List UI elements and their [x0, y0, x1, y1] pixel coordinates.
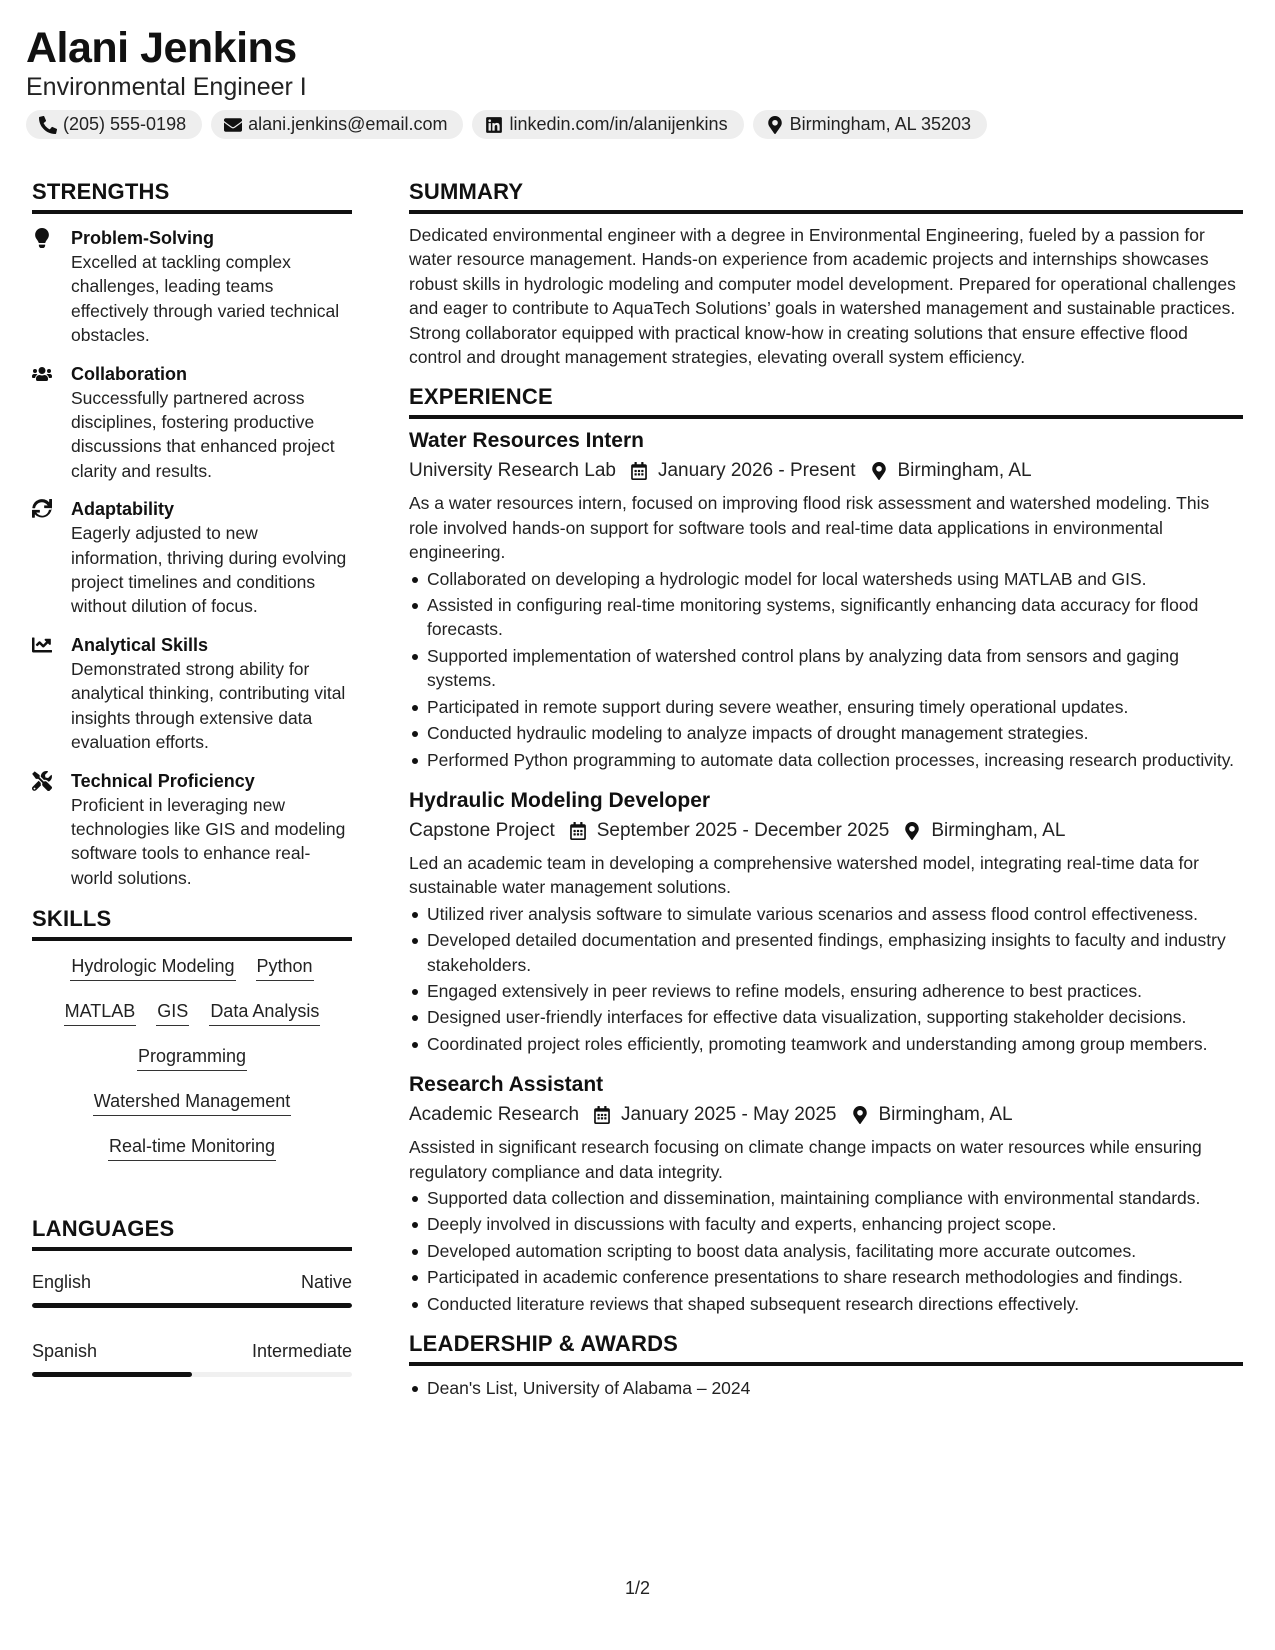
skill-tag: GIS [156, 998, 189, 1026]
job-organization: Academic Research [409, 1104, 580, 1126]
job-bullet: Developed detailed documentation and presented findings, emphasizing insights to faculty and industry stakeholders. [409, 928, 1243, 977]
location-text: Birmingham, AL 35203 [789, 114, 972, 134]
skill-tag: Watershed Management [93, 1088, 291, 1116]
strength-title: Collaboration [71, 363, 187, 384]
job-entry [409, 1071, 1243, 1316]
skill-tag: Programming [137, 1043, 247, 1071]
calendar-icon [593, 1106, 611, 1124]
job-bullet: Supported implementation of watershed control plans by analyzing data from sensors and gaging systems. [409, 644, 1243, 693]
summary-text: Dedicated environmental engineer with a degree in Environmental Engineering, fueled by a passion for water resource management. Hands-on experience from academic projects and internships showcases robust skills in hydrologic modeling and computer model development. Prepared for operational challenges and eager to contribute to AquaTech Solutions’ goals in watershed management and sustainable practices. Strong collaborator equipped with practical know-how in creating solutions that ensure effective flood control and drought management strategies, elevating overall system efficiency. [409, 225, 1236, 368]
strengths-list [32, 226, 352, 890]
leadership-list [409, 1376, 1243, 1400]
job-bullet: Performed Python programming to automate data collection processes, increasing research productivity. [409, 748, 1243, 772]
strength-title: Analytical Skills [71, 634, 209, 655]
users-icon [32, 364, 52, 384]
calendar-icon [569, 822, 587, 840]
job-title: Water Resources Intern [409, 429, 644, 453]
strength-desc: Successfully partnered across disciplines, fostering productive discussions that enhanced project clarity and results. [71, 387, 335, 481]
language-name: Spanish [32, 1341, 98, 1362]
contact-bar [26, 110, 1246, 139]
language-level: Native [300, 1272, 352, 1293]
job-bullet: Utilized river analysis software to simulate various scenarios and assess flood control effectiveness. [409, 902, 1243, 926]
job-description: As a water resources intern, focused on improving flood risk assessment and watershed modeling. This role involved hands-on support for software tools and real-time data applications in environmental engineering. [409, 493, 1210, 563]
job-dates: September 2025 - December 2025 [596, 819, 890, 841]
linkedin-icon [485, 116, 503, 134]
skills-list [32, 953, 352, 1178]
skills-heading: SKILLS [32, 904, 352, 941]
map-pin-icon [870, 462, 888, 480]
email-text: alani.jenkins@email.com [248, 114, 448, 134]
right-column [409, 177, 1243, 1402]
tools-icon [32, 771, 52, 791]
contact-linkedin[interactable] [472, 110, 743, 139]
language-bar [32, 1372, 352, 1377]
envelope-icon [224, 116, 242, 134]
job-bullets [409, 1186, 1243, 1316]
job-description: Led an academic team in developing a comprehensive watershed model, integrating real-time data for sustainable water management solutions. [409, 852, 1199, 898]
language-bar [32, 1303, 352, 1308]
phone-icon [39, 116, 57, 134]
language-bar-fill [32, 1372, 192, 1377]
job-description: Assisted in significant research focusing on climate change impacts on water resources while ensuring regulatory compliance and data integrity. [409, 1137, 1202, 1182]
languages-heading: LANGUAGES [32, 1214, 352, 1251]
map-pin-icon [766, 116, 784, 134]
strength-desc: Demonstrated strong ability for analytical thinking, contributing vital insights through extensive data evaluation efforts. [71, 658, 346, 753]
job-dates: January 2025 - May 2025 [621, 1104, 837, 1126]
left-column [32, 177, 352, 1377]
job-bullet: Conducted literature reviews that shaped subsequent research directions effectively. [409, 1292, 1243, 1316]
skill-tag: MATLAB [64, 998, 137, 1026]
job-bullet: Participated in remote support during severe weather, ensuring timely operational updates. [409, 695, 1243, 719]
job-bullet: Conducted hydraulic modeling to analyze impacts of drought management strategies. [409, 721, 1243, 745]
lightbulb-icon [32, 228, 52, 248]
job-bullet: Engaged extensively in peer reviews to refine models, ensuring adherence to best practices. [409, 979, 1243, 1003]
experience-list [409, 427, 1243, 1316]
strength-desc: Eagerly adjusted to new information, thriving during evolving project timelines and conditions without dilution of focus. [71, 523, 347, 617]
job-bullets [409, 567, 1243, 772]
job-meta [409, 456, 1243, 486]
job-bullet: Participated in academic conference presentations to share research methodologies and findings. [409, 1265, 1243, 1289]
contact-phone[interactable] [26, 110, 202, 139]
job-organization: University Research Lab [409, 460, 616, 482]
job-organization: Capstone Project [409, 819, 555, 841]
job-bullet: Assisted in configuring real-time monitoring systems, significantly enhancing data accuracy for flood forecasts. [409, 593, 1243, 642]
strengths-heading: STRENGTHS [32, 177, 352, 214]
strength-item [32, 362, 352, 484]
job-bullet: Collaborated on developing a hydrologic model for local watersheds using MATLAB and GIS. [409, 567, 1243, 591]
leadership-heading: LEADERSHIP & AWARDS [409, 1329, 1243, 1366]
candidate-name: Alani Jenkins [26, 24, 297, 72]
job-title: Hydraulic Modeling Developer [409, 788, 711, 812]
job-meta [409, 1100, 1243, 1130]
language-name: English [32, 1272, 92, 1293]
job-meta [409, 816, 1243, 846]
skill-tag: Python [256, 953, 314, 981]
language-level: Intermediate [251, 1341, 352, 1362]
skill-tag: Hydrologic Modeling [70, 953, 235, 981]
job-entry [409, 427, 1243, 771]
job-bullet: Coordinated project roles efficiently, promoting teamwork and understanding among group members. [409, 1032, 1243, 1056]
strength-title: Problem-Solving [71, 228, 215, 248]
job-bullets [409, 902, 1243, 1056]
sync-icon [32, 499, 52, 519]
summary-heading: SUMMARY [409, 177, 1243, 214]
calendar-icon [630, 462, 648, 480]
strength-item [32, 769, 352, 891]
job-dates: January 2026 - Present [657, 460, 856, 482]
contact-email[interactable] [211, 110, 463, 139]
contact-location[interactable] [753, 110, 987, 139]
award-item: Dean's List, University of Alabama – 2024 [409, 1376, 1243, 1400]
job-headline: Environmental Engineer I [26, 73, 307, 101]
job-bullet: Developed automation scripting to boost data analysis, facilitating more accurate outcomes. [409, 1239, 1243, 1263]
strength-title: Technical Proficiency [71, 770, 255, 791]
language-bar-fill [32, 1303, 352, 1308]
job-bullet: Deeply involved in discussions with faculty and experts, enhancing project scope. [409, 1212, 1243, 1236]
language-item [32, 1269, 352, 1308]
job-location: Birmingham, AL [878, 1104, 1013, 1126]
job-entry [409, 787, 1243, 1056]
experience-heading: EXPERIENCE [409, 382, 1243, 419]
strength-desc: Proficient in leveraging new technologies like GIS and modeling software tools to enhance real-world solutions. [71, 794, 346, 888]
chart-line-icon [32, 635, 52, 655]
job-bullet: Designed user-friendly interfaces for effective data visualization, supporting stakeholder decisions. [409, 1005, 1243, 1029]
phone-text: (205) 555-0198 [63, 114, 187, 134]
resume-header [26, 22, 1246, 139]
page-number: 1/2 [624, 1578, 651, 1598]
strength-desc: Excelled at tackling complex challenges, leading teams effectively through varied technical obstacles. [71, 252, 340, 346]
strength-item [32, 497, 352, 619]
skill-tag: Data Analysis [209, 998, 320, 1026]
linkedin-text: linkedin.com/in/alanijenkins [509, 114, 728, 134]
strength-title: Adaptability [71, 499, 175, 520]
strength-item [32, 633, 352, 755]
skill-tag: Real-time Monitoring [108, 1133, 276, 1161]
language-item [32, 1338, 352, 1377]
strength-item [32, 226, 352, 348]
job-bullet: Supported data collection and dissemination, maintaining compliance with environmental standards. [409, 1186, 1243, 1210]
map-pin-icon [851, 1106, 869, 1124]
map-pin-icon [903, 822, 921, 840]
job-location: Birmingham, AL [931, 819, 1066, 841]
job-location: Birmingham, AL [897, 460, 1032, 482]
job-title: Research Assistant [409, 1073, 604, 1097]
